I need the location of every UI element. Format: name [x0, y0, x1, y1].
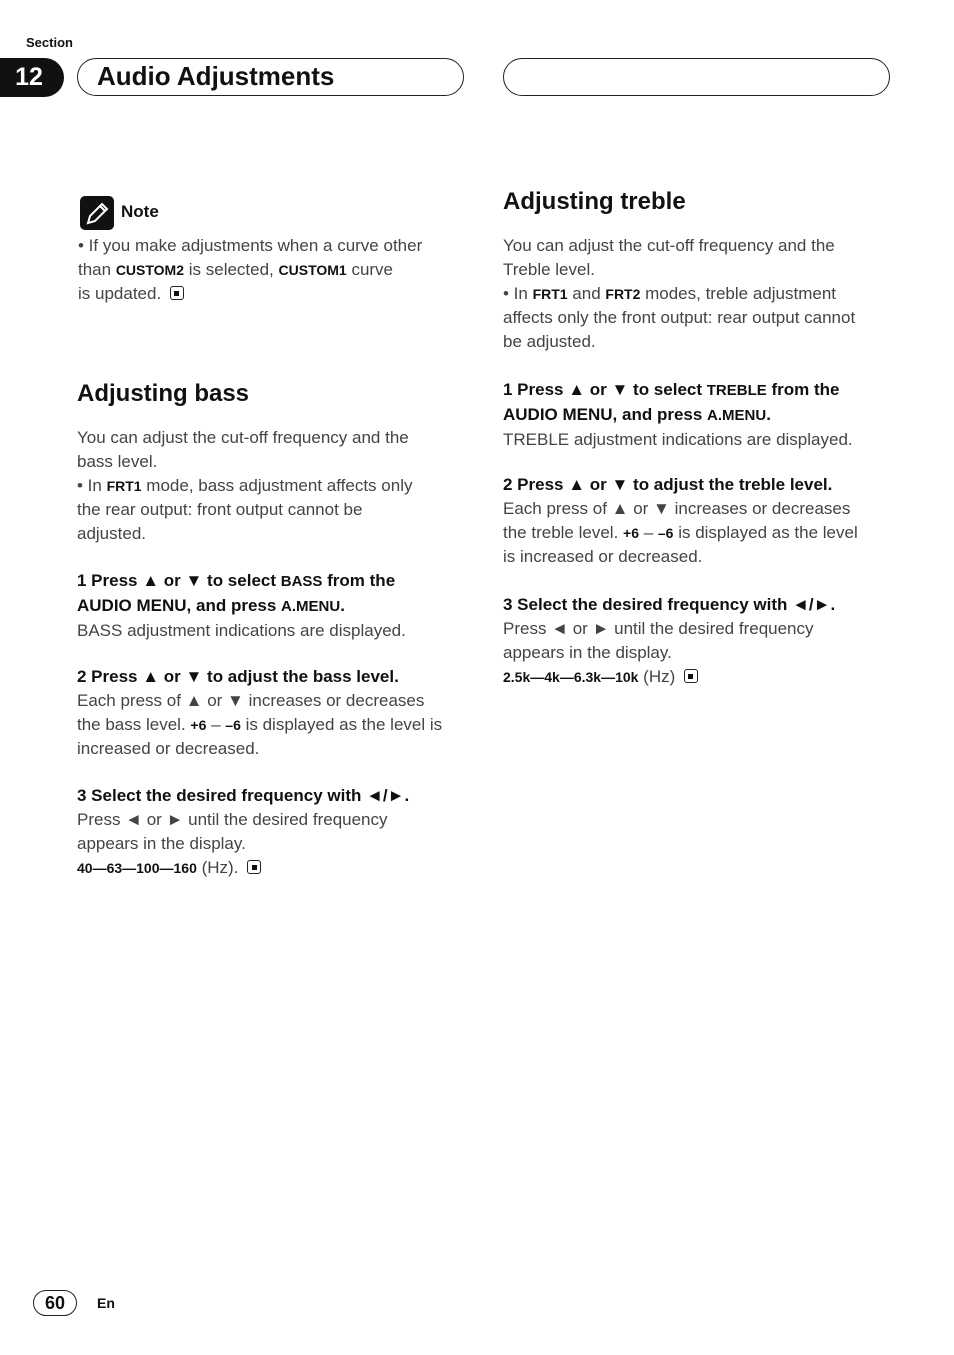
section-label: Section — [26, 35, 73, 50]
language-label: En — [97, 1295, 115, 1311]
step-text: TREBLE — [706, 382, 767, 399]
text-line — [77, 856, 409, 880]
note-text — [78, 234, 422, 306]
treble-step-1 — [503, 378, 853, 452]
text-line — [77, 713, 442, 737]
step-text: . — [766, 405, 771, 424]
text-line — [503, 521, 858, 545]
text-line — [77, 689, 442, 713]
step-text: A.MENU — [281, 598, 341, 615]
display-term: –6 — [225, 717, 241, 733]
text-line — [77, 522, 412, 546]
body-text: adjusted. — [77, 524, 146, 543]
text-line — [503, 641, 835, 665]
body-text: be adjusted. — [503, 332, 596, 351]
display-term: FRT1 — [106, 478, 142, 494]
body-text: curve — [346, 260, 394, 279]
text-line — [77, 737, 442, 761]
step-text: 2 Press ▲ or ▼ to adjust the bass level. — [77, 667, 399, 686]
text-line — [78, 234, 422, 258]
text-line — [503, 282, 855, 306]
step-text: 3 Select the desired frequency with ◄/►. — [77, 786, 410, 805]
display-term: +6 — [623, 525, 639, 541]
body-text: mode, bass adjustment affects only — [141, 476, 413, 495]
body-text: appears in the display. — [77, 834, 246, 853]
body-text: affects only the front output: rear output cannot — [503, 308, 856, 327]
step-text: . — [340, 596, 345, 615]
display-term: 2.5k—4k—6.3k—10k — [503, 669, 639, 685]
text-line — [503, 428, 853, 452]
display-term: 40—63—100—160 — [77, 860, 197, 876]
body-text: the bass level. — [77, 715, 191, 734]
text-line — [503, 545, 858, 569]
body-text: is displayed as the level — [673, 523, 858, 542]
note-label: Note — [121, 202, 159, 221]
bass-step-3 — [77, 784, 409, 880]
body-text: Each press of ▲ or ▼ increases or decreases — [503, 499, 851, 518]
body-text: bass level. — [77, 452, 158, 471]
text-line — [77, 498, 412, 522]
text-line — [503, 665, 835, 689]
step-text: BASS — [280, 573, 323, 590]
display-term: FRT2 — [605, 286, 641, 302]
step-text: A.MENU — [707, 407, 767, 424]
text-line — [503, 473, 858, 497]
text-line — [78, 282, 422, 306]
body-text: and — [567, 284, 606, 303]
text-line — [503, 378, 853, 403]
display-term: +6 — [190, 717, 207, 733]
body-text: Treble level. — [503, 260, 595, 279]
step-text: 2 Press ▲ or ▼ to adjust the treble level. — [503, 475, 833, 494]
body-text: the treble level. — [503, 523, 624, 542]
text-line — [77, 784, 409, 808]
text-line — [503, 593, 835, 617]
body-text: – — [206, 715, 226, 734]
body-text: • In — [77, 476, 107, 495]
body-text: Each press of ▲ or ▼ increases or decreases — [77, 691, 425, 710]
body-text: You can adjust the cut-off frequency and the — [503, 236, 835, 255]
body-text: is displayed as the level is — [240, 715, 443, 734]
text-line — [77, 426, 412, 450]
page-number: 60 — [33, 1290, 77, 1316]
body-text: is updated. — [78, 284, 166, 303]
body-text: • In — [503, 284, 533, 303]
treble-heading: Adjusting treble — [503, 188, 686, 215]
step-text: AUDIO MENU, and press — [503, 405, 708, 424]
text-line — [503, 403, 853, 428]
treble-step-2 — [503, 473, 858, 569]
body-text: is selected, — [184, 260, 279, 279]
treble-step-3 — [503, 593, 835, 689]
body-text: (Hz) — [638, 667, 680, 686]
body-text: TREBLE adjustment indications are displayed. — [503, 430, 853, 449]
display-term: CUSTOM2 — [115, 262, 185, 278]
display-term: –6 — [657, 525, 674, 541]
step-text: 1 Press ▲ or ▼ to select — [503, 380, 707, 399]
text-line — [77, 808, 409, 832]
text-line — [503, 306, 855, 330]
body-text: Press ◄ or ► until the desired frequency — [77, 810, 388, 829]
empty-title-frame — [503, 58, 890, 96]
body-text: appears in the display. — [503, 643, 672, 662]
text-line — [503, 497, 858, 521]
section-number-badge: 12 — [0, 58, 64, 97]
end-mark-icon — [684, 669, 698, 683]
step-text: from the — [766, 380, 840, 399]
text-line — [77, 665, 442, 689]
text-line — [503, 330, 855, 354]
text-line — [77, 474, 412, 498]
body-text: BASS adjustment indications are displayed. — [77, 621, 406, 640]
display-term: FRT1 — [532, 286, 568, 302]
body-text: • If you make adjustments when a curve other — [78, 236, 423, 255]
text-line — [77, 450, 412, 474]
body-text: modes, treble adjustment — [640, 284, 836, 303]
body-text: than — [78, 260, 116, 279]
text-line — [503, 617, 835, 641]
step-text: 3 Select the desired frequency with ◄/►. — [503, 595, 836, 614]
body-text: – — [638, 523, 658, 542]
pencil-note-icon — [80, 196, 114, 230]
body-text: (Hz). — [196, 858, 244, 877]
step-text: from the — [322, 571, 396, 590]
text-line — [77, 594, 406, 619]
body-text: increased or decreased. — [77, 739, 260, 758]
text-line — [77, 569, 406, 594]
treble-intro — [503, 234, 855, 354]
text-line — [503, 258, 855, 282]
end-mark-icon — [170, 286, 184, 300]
bass-step-1 — [77, 569, 406, 643]
step-text: 1 Press ▲ or ▼ to select — [77, 571, 281, 590]
step-text: AUDIO MENU, and press — [77, 596, 282, 615]
text-line — [77, 832, 409, 856]
page-title: Audio Adjustments — [97, 61, 335, 91]
body-text: You can adjust the cut-off frequency and the — [77, 428, 409, 447]
bass-heading: Adjusting bass — [77, 380, 250, 407]
body-text: the rear output: front output cannot be — [77, 500, 363, 519]
text-line — [503, 234, 855, 258]
body-text: is increased or decreased. — [503, 547, 703, 566]
end-mark-icon — [247, 860, 261, 874]
bass-step-2 — [77, 665, 442, 761]
body-text: Press ◄ or ► until the desired frequency — [503, 619, 814, 638]
display-term: CUSTOM1 — [278, 262, 347, 278]
text-line — [77, 619, 406, 643]
text-line — [78, 258, 422, 282]
bass-intro — [77, 426, 412, 546]
